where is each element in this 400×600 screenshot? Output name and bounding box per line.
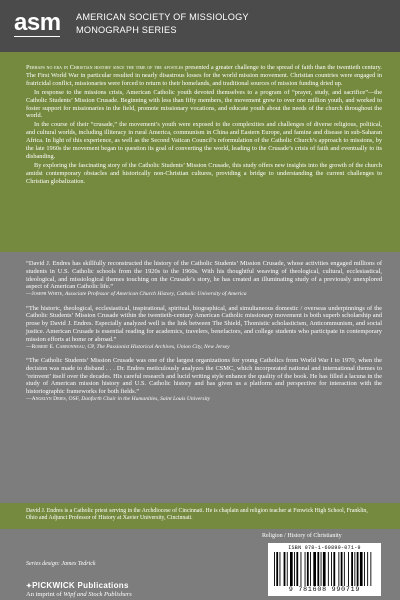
description-paragraph-2: In response to the missions crisis, American Catholic youth devoted themselves to a program of “prayer, study, and sacrifice”—the Catholic Students’ Mission Crusade. Beginning with less than fifty members, the movement grew to over one million youth, and worked to foster support for missionaries in the field, promote missionary vocations, and educate youth about the needs of the church throughout the world.: [26, 88, 382, 120]
asm-logo-text: asm: [14, 9, 61, 36]
series-header-bar: [0, 0, 400, 52]
subject-category: Religion / History of Christianity: [262, 533, 342, 539]
endorsement-text: “The historic, theological, ecclesiastical, inspirational, spiritual, biographical, and simultaneous domestic / overseas underpinnings of the Catholic Students’ Mission Crusade within the twentieth-century American Catholic missionary movement is both superb scholarship and prose by David J. Endres. Especially analyzed well is the link between The Shield, Thomistic scholasticism, Anticommunism, and social justice. American Crusade is essential reading for academics, travelers, benefactors, and college students who participate in contemporary mission efforts at home or abroad.”: [26, 304, 382, 343]
barcode-digits: 9 781608 990719: [288, 586, 361, 593]
endorsement-attribution: [26, 396, 382, 403]
series-title-line2: MONOGRAPH SERIES: [76, 25, 177, 35]
isbn-barcode: [268, 543, 381, 596]
endorsement-1: [26, 260, 382, 299]
description-paragraph-1-text: presented a greater challenge to the spread of faith than the twentieth century. The First World War in particular resulted in nearly disastrous losses for the world mission movement. Christian countries were engaged in fratricidal conflict, missionaries were forced to return to their homelands, and traditional sources of mission funding dried up.: [26, 64, 382, 87]
endorser-name: —Angelyn Dries, OSF,: [26, 395, 80, 402]
imprint-name: Wipf and Stock Publishers: [63, 591, 132, 598]
asm-logo: [14, 9, 61, 36]
description-paragraph-3: In the course of their “crusade,” the movement’s youth were exposed to the complexities and challenges of diverse religious, political, and cultural worlds, including illiteracy in rural America, communism in China and Eastern Europe, and famine and disease in sub-Saharan Africa. In light of this experience, as well as the Second Vatican Council’s reformulation of the Catholic Church’s approach to missions, by the late 1960s the movement began to question its goal of converting the world, leading to the Crusade’s crisis of faith and eventually to its disbanding.: [26, 121, 382, 160]
endorsement-attribution: [26, 344, 382, 351]
endorsement-2: [26, 305, 382, 351]
endorsement-text: “The Catholic Students’ Mission Crusade was one of the largest organizations for young Catholics from World War I to 1970, when the decision was made to disband . . . Dr. Endres meticulously analyzes the CSMC, which incorporated national and international themes to ‘reinvent’ itself over the decades. His careful research and lucid writing style enhance the quality of the book. He has filled a lacuna in the study of American mission history and U.S. Catholic history and has given us a platform and perspective for interaction with the historiographic frameworks for both fields.”: [26, 356, 382, 396]
endorsement-3: [26, 357, 382, 403]
author-bio: David J. Endres is a Catholic priest serving in the Archdiocese of Cincinnati. He is chaplain and religion teacher at Fenwick High School, Franklin, Ohio and Adjunct Professor of History at Xavier University, Cincinnati.: [26, 508, 368, 522]
series-title-line1: AMERICAN SOCIETY OF MISSIOLOGY: [76, 12, 249, 22]
author-bio-panel: [0, 503, 400, 529]
barcode-icon: [272, 552, 377, 586]
publisher-name: [26, 581, 129, 590]
endorser-name: —Robert E. Carbonneau, CP,: [26, 343, 96, 350]
description-paragraph-4: By exploring the fascinating story of the Catholic Students’ Mission Crusade, this study offers new insights into the growth of the church amidst contemporary obstacles and historically non-Christian cultures, providing a bridge to understanding the current challenges to Christian globalization.: [26, 161, 382, 185]
endorsement-text: “David J. Endres has skillfully reconstructed the history of the Catholic Students’ Mission Crusade, whose activities engaged millions of students in U.S. Catholic schools from the 1920s to the 1960s. With his thoughtful weaving of theological, cultural, ecclesiastical, ideological, and missiological themes touching on the Crusade’s story, he has created an illuminating study of a previously unexplored aspect of American Catholic life.”: [26, 260, 382, 291]
publisher-imprint: [26, 591, 132, 598]
isbn-label: ISBN 978-1-60899-071-9: [288, 545, 361, 551]
endorser-affiliation: The Passionist Historical Archives, Union City, New Jersey: [95, 343, 230, 350]
endorsement-attribution: [26, 291, 382, 298]
endorser-affiliation: Danforth Chair in the Humanities, Saint Louis University: [79, 395, 211, 402]
publisher-name-text: PICKWICK Publications: [32, 581, 129, 590]
series-design-credit: Series design: James Tedrick: [26, 561, 96, 567]
endorsements: [0, 252, 400, 409]
logo-underline: [14, 36, 60, 37]
imprint-prefix: An imprint of: [26, 591, 64, 598]
endorser-name: —Joseph White,: [26, 291, 64, 298]
description-lead-in: Perhaps no era in Christian history since the time of the apostles: [26, 64, 184, 71]
book-description-panel: [0, 52, 400, 252]
series-title: [76, 11, 249, 37]
description-paragraph-1: [26, 64, 382, 88]
pickwick-logo-icon: ✦: [26, 583, 33, 590]
endorser-affiliation: Associate Professor of American Church History, Catholic University of America: [63, 291, 247, 298]
